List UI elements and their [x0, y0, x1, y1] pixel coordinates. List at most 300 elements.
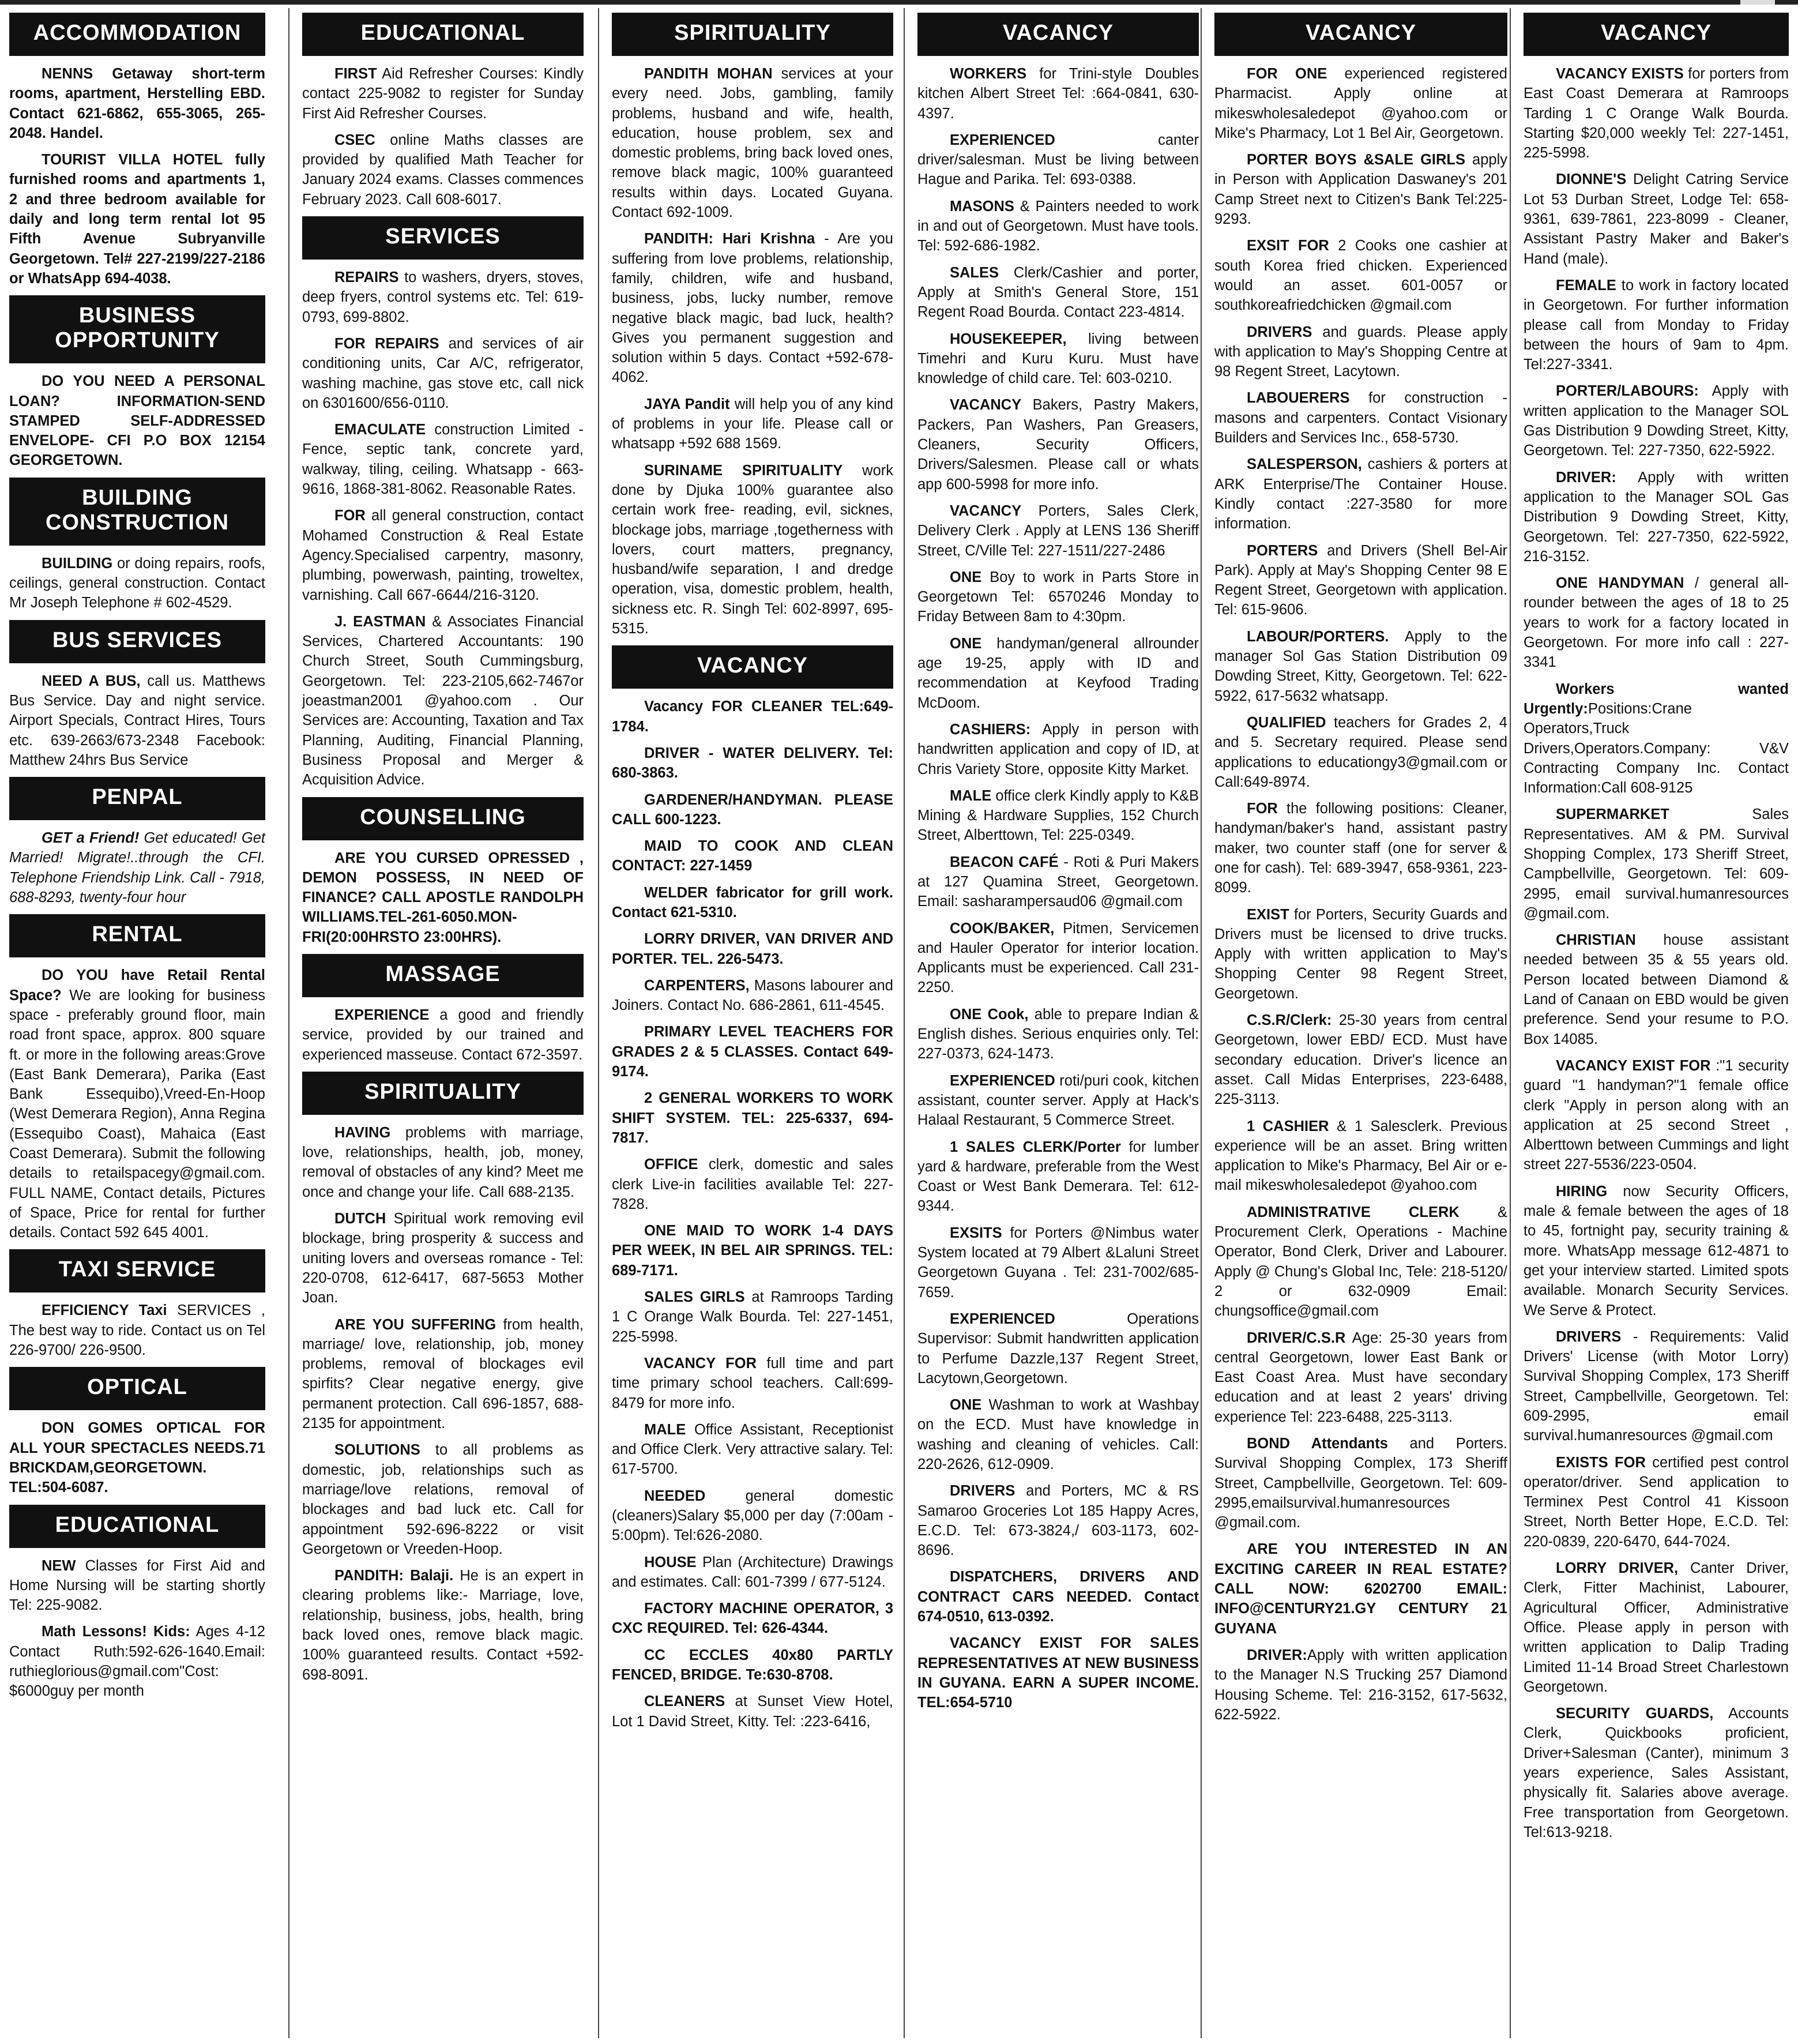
classified-column-2 [288, 8, 587, 2038]
ad-body: SERVICES , The best way to ride. Contact us on Tel 226-9700/ 226-9500. [9, 1302, 265, 1359]
classified-ad [612, 790, 893, 830]
ad-lead: SOLUTIONS [334, 1442, 420, 1459]
ad-body: and guards. Please apply with application to May's Shopping Centre at 98 Regent Street, Lacytown. [1214, 324, 1507, 380]
ad-lead: ONE HANDYMAN [1556, 575, 1684, 592]
classified-ad [1524, 170, 1789, 268]
ad-body: construction Limited - Fence, septic tank, concrete yard, walkway, tiling, ceiling. Whatsapp - 663-9616, 1868-381-8062. Reasonable Rates. [302, 422, 584, 498]
ad-body: Positions:Crane Operators,Truck Drivers,Operators.Company: V&V Contracting Company Inc. Contact Information:Call 608-9125 [1524, 700, 1789, 796]
ad-lead: DUTCH [334, 1211, 386, 1227]
classified-ad [612, 1221, 893, 1280]
ad-lead: DRIVERS [950, 1483, 1015, 1500]
classified-ad [9, 1301, 265, 1360]
classified-ad [9, 965, 265, 1242]
classified-ad [917, 395, 1199, 494]
ad-lead: CSEC [334, 131, 375, 148]
ad-lead: SALES [950, 264, 999, 281]
classified-ad [917, 130, 1199, 190]
ad-body: for lumber yard & hardware, preferable from the West Coast or West Bank Demerara. Tel: 612-9344. [917, 1139, 1199, 1215]
classified-ad [917, 197, 1199, 256]
classified-ad [1214, 1117, 1507, 1196]
category-header: SPIRITUALITY [612, 13, 893, 56]
ad-lead: JAYA Pandit [644, 396, 730, 412]
ad-lead: EXISTS FOR [1556, 1454, 1646, 1471]
category-header: BUILDING CONSTRUCTION [9, 478, 265, 546]
classified-ad [612, 836, 893, 876]
ad-lead: SECURITY GUARDS, [1556, 1705, 1714, 1722]
classified-ad [302, 334, 584, 413]
ad-lead: DO YOU have Retail Rental Space? [9, 967, 265, 1004]
classified-ad [1524, 679, 1789, 798]
ad-body: Age: 25-30 years from central Georgetown, lower East Bank or East Coast Area. Must have secondary education and at least 2 years' driving experience Tel: 223-6488, 225-3113. [1214, 1329, 1507, 1425]
classified-ad [612, 394, 893, 454]
ad-lead: EXPERIENCE [334, 1006, 430, 1023]
ad-body: to washers, dryers, stoves, deep fryers, control systems etc. Tel: 619-0793, 699-8802. [302, 269, 584, 325]
classified-ad [9, 554, 265, 613]
ad-body: for construction - masons and carpenters. Contact Visionary Builders and Services Inc., 658-5730. [1214, 390, 1507, 446]
ad-lead: ARE YOU SUFFERING [334, 1316, 496, 1333]
ad-lead: FOR [1247, 801, 1278, 817]
ad-body: to all problems as domestic, job, relationships such as marriage/love relations, removal of blockages and bad luck etc. Call for appointment 592-696-8222 or visit Georgetown or Vreeden-Hoop. [302, 1442, 584, 1557]
classified-ad [917, 852, 1199, 912]
ad-body: Sales Representatives. AM & PM. Survival Shopping Complex, 173 Sheriff Street, Campbellville, Georgetown. Tel: 609-2995, email survival.humanresources @gmail.com. [1524, 806, 1789, 922]
classified-ad [612, 1155, 893, 1214]
ad-lead: 1 SALES CLERK/Porter [950, 1139, 1121, 1155]
ad-lead: GARDENER/HANDYMAN. PLEASE CALL 600-1223. [612, 791, 893, 828]
ad-lead: EFFICIENCY Taxi [42, 1302, 167, 1319]
classified-ad [302, 1005, 584, 1065]
category-header: EDUCATIONAL [302, 13, 584, 56]
ad-body: certified pest control operator/driver. Send application to Terminex Pest Control 41 Kissoon Street, North Better Hope, E.C.D. Tel: 220-0839, 220-6470, 644-7024. [1524, 1454, 1789, 1550]
ad-body: Classes for First Aid and Home Nursing will be starting shortly Tel: 225-9082. [9, 1557, 265, 1614]
ad-body: Masons labourer and Joiners. Contact No. 686-2861, 611-4545. [612, 977, 893, 1014]
ad-lead: WELDER fabricator for grill work. Contact 621-5310. [612, 884, 893, 920]
ad-body: Canter Driver, Clerk, Fitter Machinist, Labourer, Agricultural Officer, Administrative Office. Please apply in person with written application to Dalip Trading Limited 11-14 Broad Street Charlestown Georgetown. [1524, 1560, 1789, 1695]
ad-lead: MASONS [950, 198, 1014, 215]
ad-body: online Maths classes are provided by qualified Math Teacher for January 2024 exams. Classes commences February 2023. Call 608-6017. [302, 131, 584, 208]
ad-lead: COOK/BAKER, [950, 920, 1055, 937]
classified-ad [917, 720, 1199, 779]
classified-ad [302, 130, 584, 209]
classified-ad [302, 420, 584, 499]
ad-lead: PORTERS [1247, 542, 1318, 559]
ad-lead: ADMINISTRATIVE CLERK [1247, 1204, 1460, 1220]
classified-column-4 [904, 8, 1202, 2038]
ad-lead: PORTER/LABOURS: [1556, 383, 1699, 400]
classified-ad [917, 786, 1199, 846]
ad-body: and Porters. Survival Shopping Complex, 173 Sheriff Street, Campbellville, Georgetown. Tel: 609-2995,emailsurvival.humanresources @gmail.com. [1214, 1436, 1507, 1531]
ad-lead: DRIVERS [1556, 1328, 1622, 1345]
ad-lead: VACANCY EXIST FOR SALES REPRESENTATIVES AT NEW BUSINESS IN GUYANA. EARN A SUPER INCOME. TEL:654-5710 [917, 1635, 1199, 1711]
classified-ad [1524, 1704, 1789, 1842]
ad-lead: NENNS Getaway short-term rooms, apartment, Herstelling EBD. Contact 621-6862, 655-3065, 265-2048. Handel. [9, 66, 265, 141]
ad-lead: MALE [644, 1421, 686, 1438]
classified-ad [612, 229, 893, 387]
classified-ad [1214, 1645, 1507, 1724]
classified-ad [9, 828, 265, 907]
classified-ad [302, 506, 584, 604]
ad-body: for Porters @Nimbus water System located at 79 Albert &Laluni Street Georgetown Guyana . Tel: 231-7002/685-7659. [917, 1224, 1199, 1301]
ad-lead: REPAIRS [334, 269, 399, 286]
ad-lead: BEACON CAFÉ [950, 854, 1059, 870]
classified-ad [612, 1599, 893, 1639]
ad-body: Operations Supervisor: Submit handwritten application to Perfume Dazzle,137 Regent Street, Lacytown,Georgetown. [917, 1310, 1199, 1387]
ad-lead: ONE MAID TO WORK 1-4 DAYS PER WEEK, IN BEL AIR SPRINGS. TEL: 689-7171. [612, 1223, 893, 1279]
ad-body: Washman to work at Washbay on the ECD. Must have knowledge in washing and cleaning of vehicles. Call: 220-2626, 612-0909. [917, 1397, 1199, 1472]
classified-ad [1524, 381, 1789, 460]
ad-lead: PRIMARY LEVEL TEACHERS FOR GRADES 2 & 5 CLASSES. Contact 649-9174. [612, 1024, 893, 1080]
ad-lead: EMACULATE [334, 422, 426, 438]
ad-body: at Sunset View Hotel, Lot 1 David Street, Kitty. Tel: :223-6416, [612, 1693, 893, 1730]
classified-ad [1214, 236, 1507, 315]
classified-ad [1524, 1558, 1789, 1697]
ad-lead: GET a Friend! [42, 830, 140, 847]
classified-ad [9, 1418, 265, 1497]
ad-lead: 2 GENERAL WORKERS TO WORK SHIFT SYSTEM. TEL: 225-6337, 694-7817. [612, 1090, 893, 1146]
classified-ad [1214, 454, 1507, 533]
classified-ad [1214, 1010, 1507, 1109]
ad-lead: NEED A BUS, [42, 672, 141, 689]
ad-lead: DISPATCHERS, DRIVERS AND CONTRACT CARS NEEDED. Contact 674-0510, 613-0392. [917, 1569, 1199, 1625]
ad-body: general domestic (cleaners)Salary $5,000 per day (7:00am - 5:00pm). Tel:626-2080. [612, 1487, 893, 1544]
ad-lead: C.S.R/Clerk: [1247, 1012, 1332, 1029]
ad-lead: ONE [950, 569, 982, 585]
classified-ad [1214, 541, 1507, 620]
classified-ad [612, 1354, 893, 1413]
ad-lead: SALESPERSON, [1247, 456, 1362, 473]
ad-lead: CASHIERS: [950, 721, 1031, 738]
classified-ad [1524, 468, 1789, 566]
classified-ad [917, 1395, 1199, 1474]
ad-lead: J. EASTMAN [334, 613, 426, 630]
classified-ad [612, 1486, 893, 1546]
ad-lead: VACANCY [950, 397, 1022, 414]
ad-body: Porters, Sales Clerk, Delivery Clerk . Apply at LENS 136 Sheriff Street, C/Ville Tel: 227-1511/227-2486 [917, 502, 1199, 559]
classified-ad [917, 1309, 1199, 1388]
category-header: SERVICES [302, 216, 584, 260]
ad-body: for porters from East Coast Demerara at Ramroops Tarding 1 C Orange Walk Bourda. Starting $20,000 weekly Tel: 227-1451, 225-5998. [1524, 66, 1789, 161]
ad-lead: NEW [42, 1557, 76, 1574]
ad-lead: FOR ONE [1247, 66, 1327, 82]
classified-ad [612, 461, 893, 639]
classified-ad [917, 568, 1199, 627]
ad-lead: FOR REPAIRS [334, 335, 439, 352]
ad-lead: BOND Attendants [1247, 1436, 1388, 1452]
classified-ad [917, 501, 1199, 561]
classified-ad [612, 1553, 893, 1592]
ad-lead: CLEANERS [644, 1693, 725, 1710]
ad-body: all general construction, contact Mohamed Construction & Real Estate Agency.Specialised carpentry, masonry, plumbing, powerwash, painting, troweltex, varnishing. Call 667-6644/216-3120. [302, 508, 584, 603]
ad-lead: LABOUERERS [1247, 390, 1350, 407]
classified-ad [917, 1481, 1199, 1560]
ad-body: office clerk Kindly apply to K&B Mining & Hardware Supplies, 152 Church Street, Alberttown, Tel: 225-0349. [917, 787, 1199, 844]
ad-lead: VACANCY [950, 502, 1022, 519]
ad-body: the following positions: Cleaner, handyman/baker's hand, assistant pastry maker, two counter staff (one for server & one for cash). Tel: 689-3947, 658-9361, 223-8099. [1214, 801, 1507, 896]
ad-body: He is an expert in clearing problems like:- Marriage, love, relationship, business, jobs, health, bring back loved ones, remove black magic. 100% guaranteed results. Contact +592-698-8091. [302, 1568, 584, 1683]
ad-lead: DRIVERS [1247, 324, 1312, 340]
ad-body: - Are you suffering from love problems, relationship, family, children, wife and husband, business, jobs, lucky number, remove negative black magic, bad luck, health? Gives you permanent suggestion and solution within 5 days. Contact +592-678-4062. [612, 231, 893, 386]
ad-lead: Vacancy FOR CLEANER TEL:649-1784. [612, 698, 893, 735]
classified-ad [612, 1692, 893, 1731]
category-header: VACANCY [612, 645, 893, 689]
ad-lead: ONE [950, 1397, 982, 1414]
classified-ad [1214, 713, 1507, 792]
classified-ad [1214, 1434, 1507, 1532]
classified-ad [612, 976, 893, 1016]
classified-ad [612, 697, 893, 737]
ad-body: Aid Refresher Courses: Kindly contact 225-9082 to register for Sunday First Aid Refresher Courses. [302, 66, 584, 122]
ad-body: Plan (Architecture) Drawings and estimates. Call: 601-7399 / 677-5124. [612, 1554, 893, 1590]
ad-lead: PORTER BOYS &SALE GIRLS [1247, 152, 1465, 168]
ad-lead: CARPENTERS, [644, 977, 750, 994]
classified-ad [612, 64, 893, 222]
ad-lead: CC ECCLES 40x80 PARTLY FENCED, BRIDGE. Te:630-8708. [612, 1647, 893, 1684]
ad-body: able to prepare Indian & English dishes. Serious enquiries only. Tel: 227-0373, 624-1473. [917, 1006, 1199, 1062]
classified-ad [1214, 150, 1507, 229]
ad-body: from health, marriage/ love, relationship, job, money problems, removal of blockages evil spirfits? Clear negative energy, give permanent protection. Call 696-1857, 688-2135 for appointment. [302, 1316, 584, 1432]
ad-body: or doing repairs, roofs, ceilings, general construction. Contact Mr Joseph Telephone # 602-4529. [9, 555, 265, 611]
classified-ad [9, 371, 265, 470]
ad-lead: SUPERMARKET [1556, 806, 1669, 823]
ad-lead: NEEDED [644, 1487, 706, 1504]
ad-lead: TOURIST VILLA HOTEL fully furnished rooms and apartments 1, 2 and three bedroom available for daily and long term rental lot 95 Fifth Avenue Subryanville Georgetown. Tel# 227-2199/227-2186 or WhatsApp 694-4038. [9, 152, 265, 287]
ad-lead: LORRY DRIVER, VAN DRIVER AND PORTER. TEL. 226-5473. [612, 931, 893, 967]
ad-lead: FOR [334, 508, 366, 524]
classified-ad [9, 1556, 265, 1615]
ad-body: / general all-rounder between the ages of 18 to 25 years to work for a factory located in Georgetown. For more info call : 227- 3341 [1524, 575, 1789, 671]
ad-body: :"1 security guard "1 handyman?"1 female office clerk "Apply in person along with an application at 25 second Street , Alberttown between Cummings and light street 227-5536/223-0504. [1524, 1057, 1789, 1173]
ad-lead: SURINAME SPIRITUALITY [644, 462, 843, 479]
classified-ad [9, 64, 265, 143]
category-header: VACANCY [1524, 13, 1789, 56]
ad-body: and Porters, MC & RS Samaroo Groceries Lot 185 Happy Acres, E.C.D. Tel: 673-3824,/ 603-1173, 602-8696. [917, 1483, 1199, 1559]
classified-ad [917, 263, 1199, 322]
category-header: OPTICAL [9, 1367, 265, 1410]
ad-lead: HOUSE [644, 1554, 697, 1570]
category-header: VACANCY [917, 13, 1199, 56]
ad-lead: Workers wanted Urgently: [1524, 681, 1789, 717]
classified-ad [1524, 1056, 1789, 1175]
ad-lead: DRIVER/C.S.R [1247, 1329, 1346, 1346]
classified-ad [1214, 1328, 1507, 1427]
ad-lead: WORKERS [950, 66, 1027, 82]
classified-ad [917, 919, 1199, 998]
classified-ad [612, 1287, 893, 1347]
ad-lead: EXSIT FOR [1247, 238, 1329, 254]
ad-lead: HIRING [1556, 1183, 1608, 1200]
classified-ad [1214, 799, 1507, 897]
ad-body: a good and friendly service, provided by our trained and experienced masseuse. Contact 672-3597. [302, 1006, 584, 1063]
classified-ad [917, 1137, 1199, 1216]
classified-ad [302, 268, 584, 327]
ad-body: 25-30 years from central Georgetown, lower EBD/ ECD. Must have secondary education. Driver's licence an asset. Call Midas Enterprises, 223-6488, 225-3113. [1214, 1012, 1507, 1108]
ad-body: now Security Officers, male & female between the ages of 18 to 45, fortnight pay, security training & more. WhatsApp message 612-4871 to get your interview started. Limited spots available. Monarch Security Services. We Serve & Protect. [1524, 1183, 1789, 1318]
category-header: VACANCY [1214, 13, 1507, 56]
ad-body: canter driver/salesman. Must be living between Hague and Parika. Tel: 693-0388. [917, 131, 1199, 188]
ad-body: We are looking for business space - preferably ground floor, main road front space, approx. 800 square ft. or more in the following areas:Grove (East Bank Demerara), Parika (East Bank Essequibo),Vreed-En-Hoop (West Demerara Region), Anna Regina (Essequibo Coast), Mahaica (East Coast Demerara). Submit the following details to retailspacegy@gmail.com. FULL NAME, Contact details, Pictures of Space, Price for rental for further details. Contact 592 645 4001. [9, 987, 265, 1241]
ad-body: Accounts Clerk, Quickbooks proficient, Driver+Salesman (Canter), minimum 3 years experience, Sales Assistant, physically fit. Salaries above average. Free transportation from Georgetown. Tel:613-9218. [1524, 1705, 1789, 1840]
classified-ad [9, 150, 265, 288]
ad-body: - Roti & Puri Makers at 127 Quamina Street, Georgetown. Email: sasharampersaud06 @gmail.com [917, 854, 1199, 910]
ad-lead: DIONNE'S [1556, 171, 1627, 188]
ad-body: to work in factory located in Georgetown. For further information please call from Monday to Friday between the hours of 9am to 4pm. Tel:227-3341. [1524, 277, 1789, 373]
classified-ad [917, 1567, 1199, 1626]
ad-lead: DRIVER: [1247, 1647, 1307, 1663]
classified-column-1 [6, 8, 269, 2038]
ad-body: at Ramroops Tarding 1 C Orange Walk Bourda. Tel: 227-1451, 225-5998. [612, 1289, 893, 1345]
category-header: BUS SERVICES [9, 620, 265, 663]
ad-body: Boy to work in Parts Store in Georgetown Tel: 6570246 Monday to Friday Between 8am to 4:30pm. [917, 569, 1199, 625]
ad-lead: DRIVER - WATER DELIVERY. Tel: 680-3863. [612, 745, 893, 781]
ad-lead: FEMALE [1556, 277, 1616, 294]
classified-ad [612, 929, 893, 969]
ad-lead: CHRISTIAN [1556, 932, 1636, 949]
ad-body: living between Timehri and Kuru Kuru. Must have knowledge of child care. Tel: 603-0210. [917, 330, 1199, 387]
classified-ad [9, 1622, 265, 1701]
classified-ad [1214, 1203, 1507, 1321]
classified-ad [302, 848, 584, 947]
ad-lead: 1 CASHIER [1247, 1118, 1329, 1134]
ad-lead: SALES GIRLS [644, 1289, 745, 1306]
category-header: BUSINESS OPPORTUNITY [9, 295, 265, 363]
ad-lead: FACTORY MACHINE OPERATOR, 3 CXC REQUIRED. Tel: 626-4344. [612, 1600, 893, 1637]
category-header: RENTAL [9, 914, 265, 957]
category-header: MASSAGE [302, 954, 584, 997]
classified-ad [302, 64, 584, 123]
classified-ad [1524, 930, 1789, 1049]
category-header: ACCOMMODATION [9, 13, 265, 56]
classified-column-3 [598, 8, 897, 2038]
classified-ad [1524, 1453, 1789, 1551]
ad-body: Delight Catring Service Lot 53 Durban Street, Lodge Tel: 658-9361, 639-7861, 223-8099 - Cleaner, Assistant Pastry Maker and Baker's Hand (male). [1524, 171, 1789, 267]
ad-body: 2 Cooks one cashier at south Korea fried chicken. Experienced would an asset. 601-0057 or southkoreafriedchicken @gmail.com [1214, 238, 1507, 314]
category-header: PENPAL [9, 777, 265, 820]
ad-lead: LABOUR/PORTERS. [1247, 628, 1389, 645]
ad-body: Spiritual work removing evil blockage, bring prosperity & success and uniting lovers and overseas romance - Tel: 220-0708, 612-6417, 687-5653 Mother Joan. [302, 1211, 584, 1306]
ad-body: will help you of any kind of problems in your life. Please call or whatsapp +592 688 1569. [612, 396, 893, 452]
top-rule [0, 0, 1798, 5]
ad-body: Pitmen, Servicemen and Hauler Operator for interior location. Applicants must be experienced. Call 231-2250. [917, 920, 1199, 996]
ad-body: for Trini-style Doubles kitchen Albert Street Tel: :664-0841, 630-4397. [917, 66, 1199, 122]
ad-lead: ONE [950, 635, 982, 652]
ad-lead: LORRY DRIVER, [1556, 1560, 1679, 1577]
classified-ad [1524, 1327, 1789, 1446]
classified-ad [302, 1209, 584, 1307]
classified-ad [302, 612, 584, 790]
classified-ad [1214, 627, 1507, 706]
classified-ad [917, 1005, 1199, 1064]
ad-lead: FIRST [334, 66, 377, 82]
ad-lead: PANDITH: Balaji. [334, 1568, 454, 1584]
classified-ad [917, 64, 1199, 123]
classified-ad [917, 634, 1199, 713]
category-header: COUNSELLING [302, 797, 584, 840]
ad-body: apply in Person with Application Daswaney's 201 Camp Street next to Citizen's Bank Tel:225-9293. [1214, 152, 1508, 228]
category-header: TAXI SERVICE [9, 1249, 265, 1292]
ad-body: clerk, domestic and sales clerk Live-in facilities available Tel: 227-7828. [612, 1156, 893, 1212]
classified-ad [1524, 64, 1789, 163]
classified-ad [9, 671, 265, 770]
ad-lead: ONE Cook, [950, 1006, 1029, 1023]
ad-lead: HAVING [334, 1124, 391, 1141]
classified-ad [917, 1223, 1199, 1302]
ad-body: Office Assistant, Receptionist and Office Clerk. Very attractive salary. Tel: 617-5700. [612, 1421, 893, 1478]
ad-body: work done by Djuka 100% guarantee also certain work free- reading, evil, sicknes, blockage jobs, marriage ,togetherness with lovers, court matters, pregnancy, husband/wife separation, I and dredge operation, visa, domestic problem, health, sickness etc. R. Singh Tel: 602-8997, 695-5315. [612, 462, 893, 637]
ad-body: for Porters, Security Guards and Drivers must be licensed to drive trucks. Apply with written application to May's Shopping Center 98 Regent Street, Georgetown. [1214, 906, 1507, 1002]
ad-body: problems with marriage, love, relationships, health, job, money, removal of obstacles of any kind? Meet me once and change your life. Call 688-2135. [302, 1124, 584, 1200]
ad-lead: Math Lessons! Kids: [42, 1624, 190, 1640]
classified-ad [302, 1566, 584, 1685]
classified-ad [1524, 805, 1789, 923]
ad-body: Bakers, Pastry Makers, Packers, Pan Washers, Pan Greasers, Cleaners, Security Officers, Drivers/Salesmen. Please call or whats app 600-5998 for more info. [917, 397, 1199, 493]
ad-body: Apply with written application to the Manager SOL Gas Distribution 9 Dowding Street, Kitty, Georgetown. Tel: 227-7350, 622-5922, 216-3152. [1524, 469, 1789, 565]
top-rule-mark [1740, 0, 1775, 5]
classified-column-5 [1201, 8, 1511, 2038]
ad-body: Ages 4-12 Contact Ruth:592-626-1640.Email: ruthieglorious@gmail.com"Cost: $6000guy per month [9, 1624, 265, 1700]
classified-ad [302, 1123, 584, 1202]
classified-ad [917, 1071, 1199, 1130]
ad-body: call us. Matthews Bus Service. Day and night service. Airport Specials, Contract Hires, Tours etc. 639-2663/673-2348 Facebook: Matthew 24hrs Bus Service [9, 672, 266, 768]
classified-column-6 [1510, 8, 1792, 2038]
classified-ad [612, 1420, 893, 1479]
ad-body: Apply to the manager Sol Gas Station Distribution 09 Dowding Street, Kitty, Georgetown. Tel: 622-5922, 617-5632 whatsapp. [1214, 628, 1507, 704]
ad-body: Clerk/Cashier and porter, Apply at Smith's General Store, 151 Regent Road Bourda. Contact 223-4814. [917, 264, 1199, 321]
classified-ad [612, 1645, 893, 1685]
ad-body: full time and part time primary school teachers. Call:699-8479 for more info. [612, 1355, 893, 1411]
ad-lead: EXPERIENCED [950, 1072, 1055, 1089]
classified-ad [612, 1022, 893, 1081]
classified-ad [612, 883, 893, 923]
ad-body: Apply with written application to the Manager N.S Trucking 257 Diamond Housing Scheme. Tel: 216-3152, 617-5632, 622-5922. [1214, 1647, 1507, 1723]
ad-lead: DO YOU NEED A PERSONAL LOAN? INFORMATION-SEND STAMPED SELF-ADDRESSED ENVELOPE- CFI P.O BOX 12154 GEORGETOWN. [9, 373, 265, 469]
ad-body: & Procurement Clerk, Operations - Machine Operator, Bond Clerk, Driver and Labourer. Apply @ Chung's Global Inc, Tele: 218-5120/ 2 or 632-0909 Email: chungsoffice@gmail.com [1214, 1204, 1508, 1320]
ad-body: Get educated! Get Married! Migrate!..through the CFI. Telephone Friendship Link. Call - 7918, 688-8293, twenty-four hour [9, 830, 266, 906]
ad-lead: PANDITH: Hari Krishna [644, 231, 815, 247]
classified-ad [612, 743, 893, 783]
classified-ad [917, 1633, 1199, 1712]
ad-lead: EXPERIENCED [950, 131, 1055, 148]
classified-ad [917, 329, 1199, 389]
ad-body: roti/puri cook, kitchen assistant, counter server. Apply at Hack's Halaal Restaurant, 5 Commerce Street. [917, 1072, 1199, 1129]
ad-body: & Associates Financial Services, Chartered Accountants: 190 Church Street, South Cummingsburg, Georgetown. Tel: 223-2105,662-7467or joeastman2001 @yahoo.com . Our Services are: Accounting, Taxation and Tax Planning, Auditing, Financial Planning, Business Proposal and Merger & Acquisition Advice. [302, 613, 584, 788]
ad-lead: DRIVER: [1556, 469, 1616, 486]
ad-body: & Painters needed to work in and out of Georgetown. Must have tools. Tel: 592-686-1982. [917, 198, 1199, 254]
ad-body: handyman/general allrounder age 19-25, apply with ID and recommendation at Keyfood Trading McDoom. [917, 635, 1199, 711]
category-header: SPIRITUALITY [302, 1072, 584, 1115]
ad-body: cashiers & porters at ARK Enterprise/The Container House. Kindly contact :227-3580 for more information. [1214, 456, 1507, 532]
ad-lead: EXIST [1247, 906, 1289, 923]
ad-body: house assistant needed between 35 & 55 years old. Person located between Diamond & Land of Canaan on EBD would be given preference. Send your resume to P.O. Box 14085. [1524, 932, 1789, 1047]
ad-body: and Drivers (Shell Bel-Air Park). Apply at May's Shopping Center 98 E Regent Street, Georgetown with application. Tel: 615-9606. [1214, 542, 1507, 618]
ad-lead: EXSITS [950, 1224, 1002, 1241]
classified-ad [1214, 905, 1507, 1004]
ad-body: teachers for Grades 2, 4 and 5. Secretary required. Please send applications to educationgy3@gmail.com or Call:649-8974. [1214, 714, 1507, 790]
classified-ad [1524, 573, 1789, 672]
ad-body: services at your every need. Jobs, gambling, family problems, husband and wife, health, education, house problem, sex and domestic problems, bring back loved ones, remove black magic, 100% guaranteed results within days. Located Guyana. Contact 692-1009. [612, 66, 893, 221]
ad-lead: ARE YOU CURSED OPRESSED , DEMON POSSESS, IN NEED OF FINANCE? CALL APOSTLE RANDOLPH WILLIAMS.TEL-261-6050.MON-FRI(20:00HRSTO 23:00HRS). [302, 850, 584, 945]
ad-lead: PANDITH MOHAN [644, 66, 773, 82]
classified-ad [302, 1315, 584, 1434]
classified-ad [612, 1088, 893, 1148]
classified-ad [302, 1440, 584, 1559]
ad-body: experienced registered Pharmacist. Apply online at mikeswholesaledepot @yahoo.com or Mike's Pharmacy, Lot 1 Bel Air, Georgetown. [1214, 66, 1507, 141]
classified-ad [1524, 276, 1789, 374]
ad-lead: HOUSEKEEPER, [950, 330, 1067, 347]
classified-ad [1524, 1182, 1789, 1320]
ad-body: Apply in person with handwritten application and copy of ID, at Chris Variety Store, opposite Kitty Market. [917, 721, 1199, 777]
ad-lead: MAID TO COOK AND CLEAN CONTACT: 227-1459 [612, 838, 893, 874]
ad-lead: ARE YOU INTERESTED IN AN EXCITING CAREER IN REAL ESTATE? CALL NOW: 6202700 EMAIL: INFO@CENTURY21.GY CENTURY 21 GUYANA [1214, 1541, 1507, 1637]
ad-lead: MALE [950, 787, 992, 804]
